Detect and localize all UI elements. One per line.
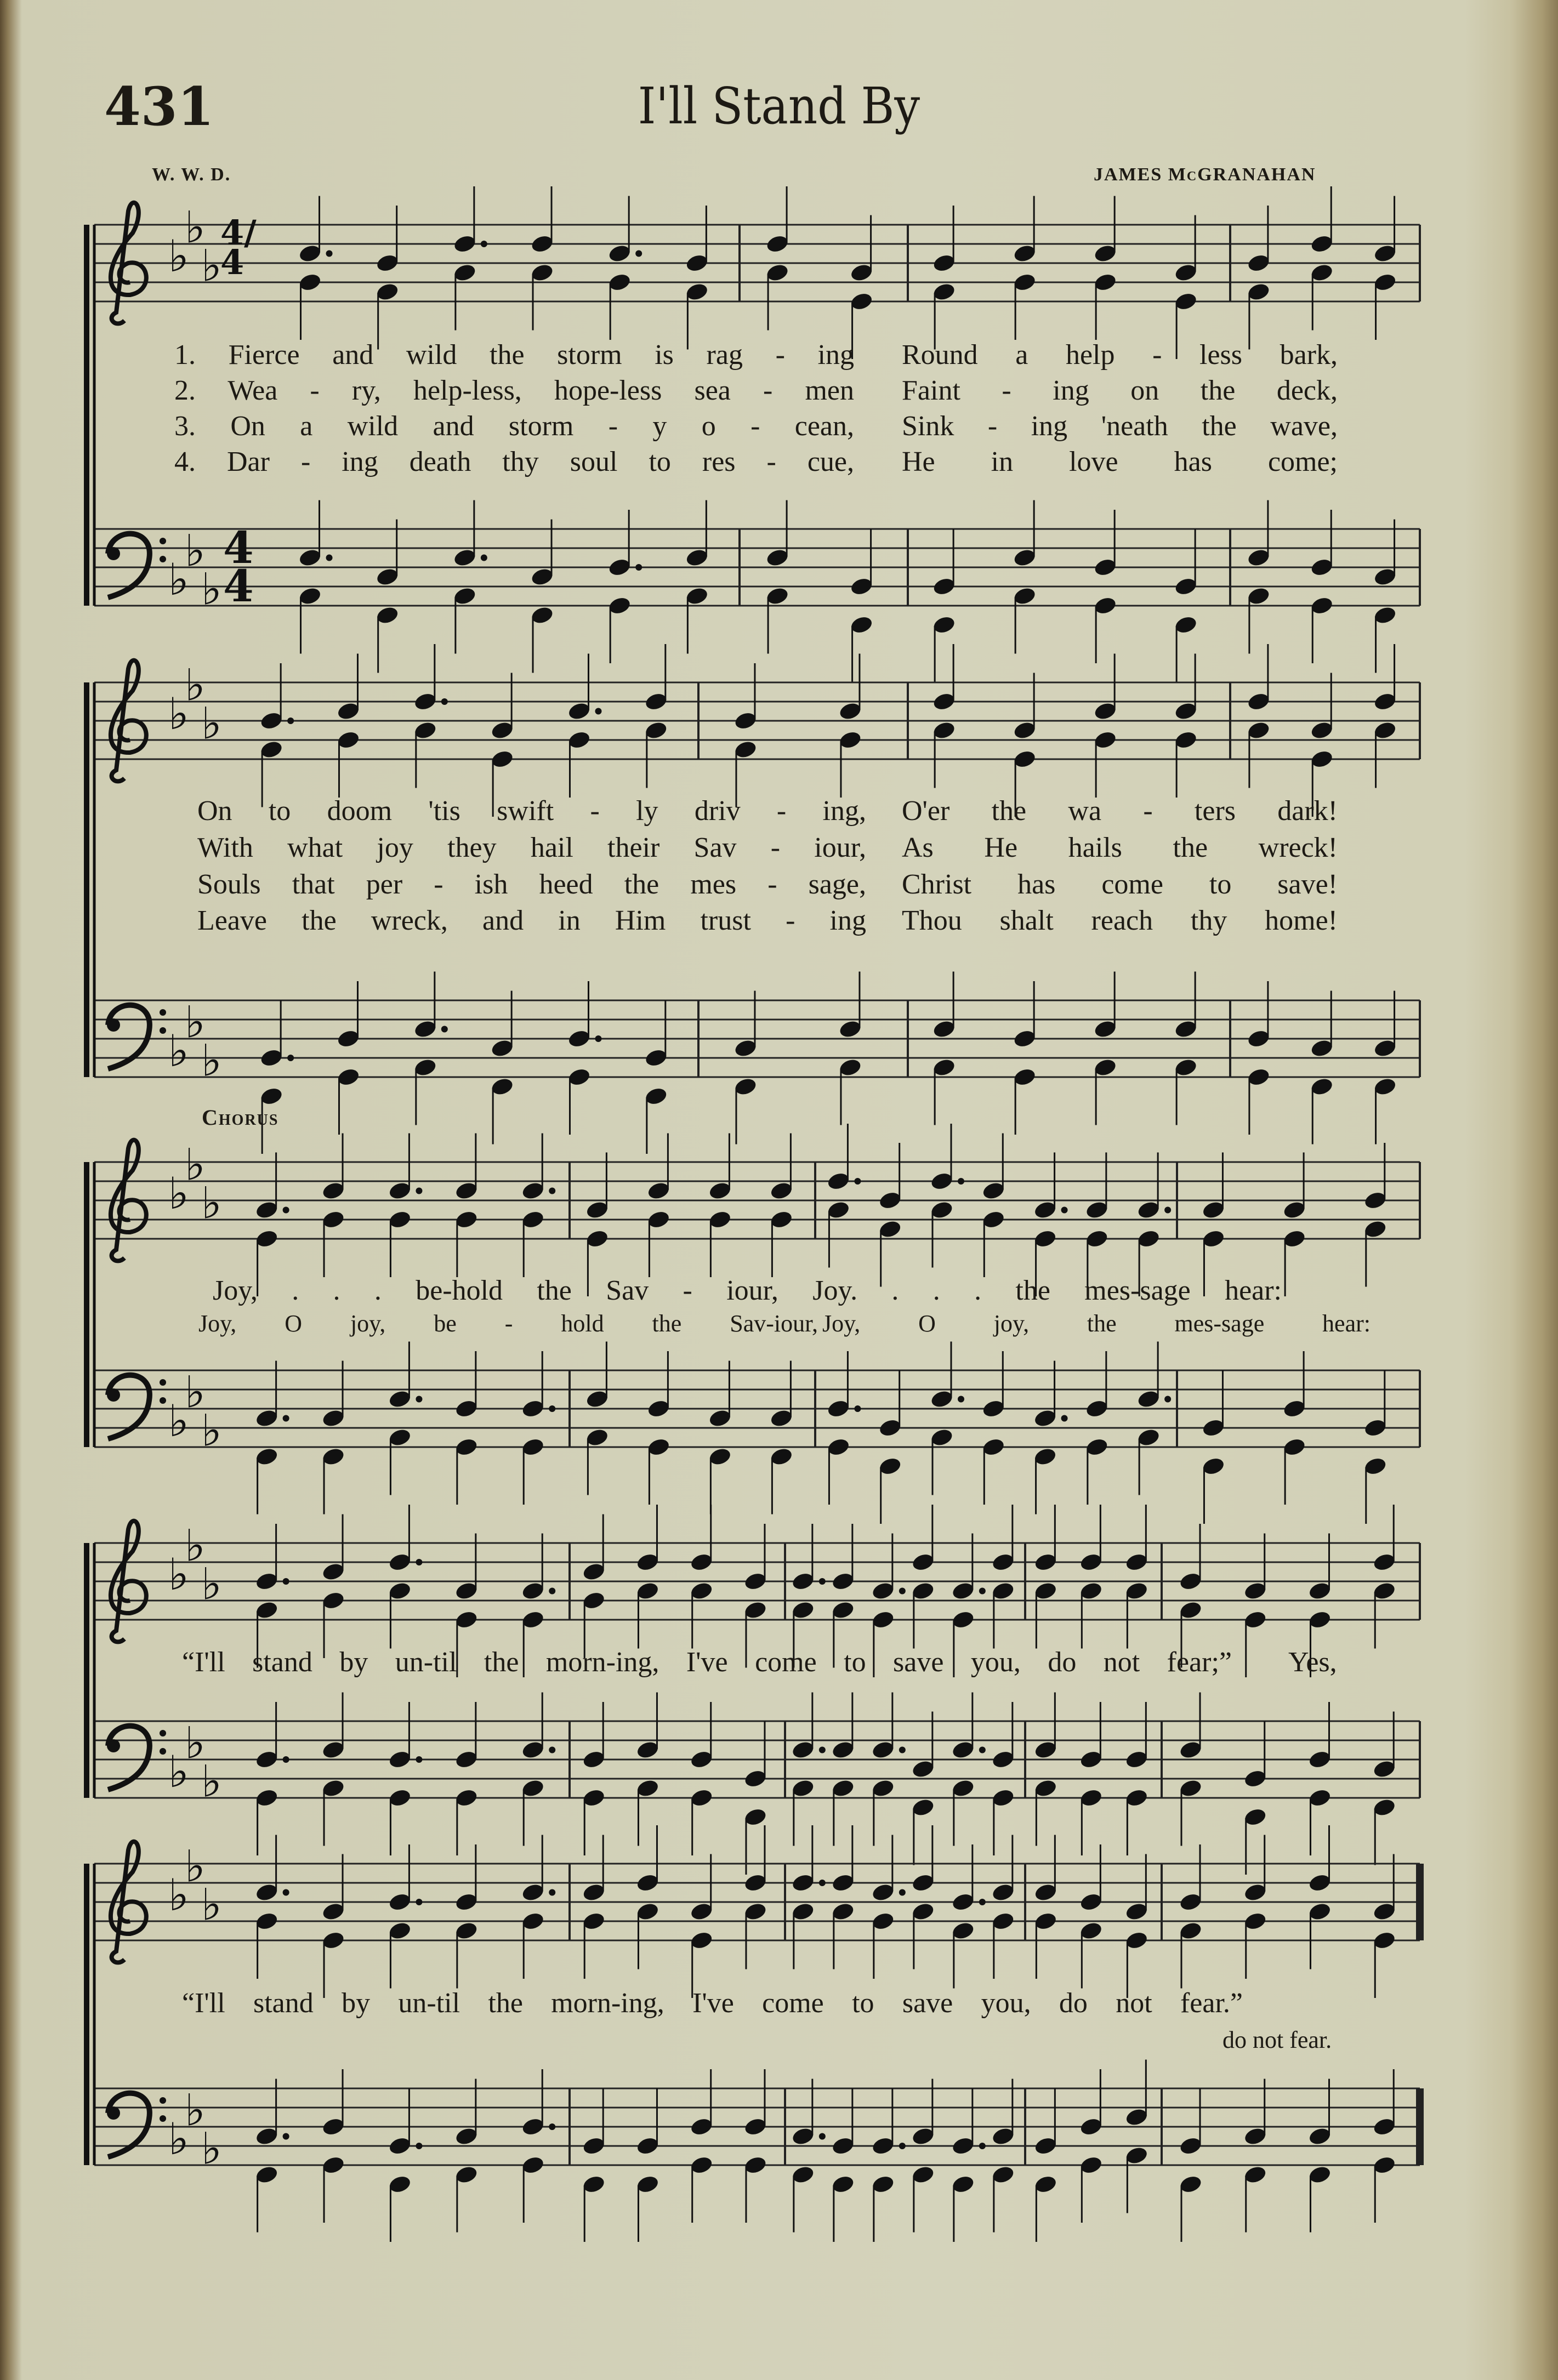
dot — [979, 2143, 986, 2149]
flat-icon: ♭ — [185, 1841, 206, 1892]
hymn-number: 431 — [104, 76, 214, 138]
bass-clef-dot — [107, 1018, 120, 1032]
bass-clef-dot — [160, 1730, 166, 1736]
dot — [979, 1899, 986, 1905]
flat-icon: ♭ — [185, 659, 206, 711]
dot — [549, 1188, 555, 1194]
dot — [979, 1747, 986, 1753]
dot — [1061, 1207, 1068, 1214]
dot — [441, 698, 448, 705]
flat-icon: ♭ — [201, 1558, 222, 1610]
flat-icon: ♭ — [201, 1756, 222, 1807]
refrain-lyric-line: “I'll stand by un-til the morn-ing, I've come to save you, do not fear.” — [182, 1988, 1243, 2019]
bass-clef-dot — [160, 1379, 166, 1386]
bass-clef-dot — [107, 1739, 120, 1752]
chorus-label: Chorus — [202, 1105, 279, 1130]
bass-clef-dot — [160, 2097, 166, 2104]
bass-clef-dot — [160, 556, 166, 562]
dot — [416, 1188, 422, 1194]
flat-icon: ♭ — [185, 997, 206, 1048]
refrain-yes: Yes, — [1288, 1647, 1337, 1678]
dot — [819, 1578, 826, 1585]
dot — [549, 1588, 555, 1595]
dot — [819, 1880, 826, 1886]
dot — [1164, 1207, 1171, 1214]
bass-clef-dot — [107, 2106, 120, 2120]
bass-clef-dot — [107, 547, 120, 560]
flat-icon: ♭ — [168, 1549, 189, 1600]
lyric-line: As He hails the wreck! — [902, 832, 1338, 863]
dot — [416, 1396, 422, 1403]
lyric-line: 3. On a wild and storm - y o - cean, — [174, 411, 854, 442]
dot — [481, 555, 487, 561]
lyric-line: On to doom 'tis swift - ly driv - ing, — [197, 795, 866, 827]
chorus-bass-lyric: Joy, O joy, be - hold the Sav-iour, — [198, 1310, 818, 1337]
bass-clef-icon — [108, 2093, 150, 2157]
flat-icon: ♭ — [185, 1717, 206, 1769]
lyric-line: 2. Wea - ry, help-less, hope-less sea - men — [174, 375, 854, 406]
dot — [899, 1889, 906, 1896]
dot — [635, 564, 642, 571]
dot — [1061, 1415, 1068, 1422]
flat-icon: ♭ — [168, 1168, 189, 1219]
music-credit: JAMES McGRANAHAN — [1094, 164, 1316, 185]
dot — [979, 1588, 986, 1595]
words-credit: W. W. D. — [152, 164, 231, 185]
bass-clef-icon — [108, 1375, 150, 1439]
lyric-line: Christ has come to save! — [902, 869, 1338, 900]
flat-icon: ♭ — [201, 1879, 222, 1931]
flat-icon: ♭ — [185, 2085, 206, 2136]
dot — [287, 718, 294, 724]
bass-clef-dot — [107, 1388, 120, 1402]
flat-icon: ♭ — [185, 1366, 206, 1418]
flat-icon: ♭ — [201, 698, 222, 749]
dot — [635, 250, 642, 257]
flat-icon: ♭ — [168, 1396, 189, 1447]
dot — [899, 2143, 906, 2149]
dot — [854, 1405, 861, 1412]
dot — [958, 1178, 964, 1185]
refrain-echo: do not fear. — [1222, 2026, 1332, 2053]
flat-icon: ♭ — [201, 1405, 222, 1456]
lyric-line: Thou shalt reach thy home! — [902, 905, 1338, 936]
dot — [549, 2123, 555, 2130]
dot — [283, 1578, 289, 1585]
bass-clef-dot — [160, 1397, 166, 1404]
flat-icon: ♭ — [185, 1520, 206, 1572]
dot — [595, 708, 601, 715]
dot — [441, 1026, 448, 1033]
flat-icon: ♭ — [201, 1035, 222, 1086]
dot — [1164, 1396, 1171, 1403]
dot — [481, 241, 487, 247]
flat-icon: ♭ — [185, 525, 206, 577]
lyric-line: Faint - ing on the deck, — [902, 375, 1338, 406]
time-signature: 4/4 — [220, 213, 257, 282]
flat-icon: ♭ — [168, 1746, 189, 1797]
lyric-line: He in love has come; — [902, 446, 1338, 477]
dot — [283, 1207, 289, 1214]
dot — [416, 1559, 422, 1565]
dot — [819, 2133, 826, 2140]
flat-icon: ♭ — [168, 1870, 189, 1921]
lyric-line: With what joy they hail their Sav - iour, — [197, 832, 866, 863]
flat-icon: ♭ — [201, 2123, 222, 2174]
dot — [416, 1899, 422, 1905]
flat-icon: ♭ — [185, 202, 206, 253]
dot — [287, 1055, 294, 1061]
flat-icon: ♭ — [185, 1139, 206, 1191]
dot — [416, 1756, 422, 1763]
lyric-line: Leave the wreck, and in Him trust - ing — [197, 905, 866, 936]
lyric-line: 1. Fierce and wild the storm is rag - ing — [174, 339, 854, 371]
dot — [549, 1889, 555, 1896]
dot — [283, 1415, 289, 1422]
bass-clef-dot — [160, 1748, 166, 1755]
chorus-lyric-line: Joy, . . . be-hold the Sav - iour, Joy. . . . the mes-sage hear: — [213, 1275, 1282, 1306]
dot — [283, 1889, 289, 1896]
dot — [854, 1178, 861, 1185]
dot — [283, 1756, 289, 1763]
bass-clef-icon — [108, 534, 150, 597]
flat-icon: ♭ — [168, 1026, 189, 1077]
dot — [326, 250, 333, 257]
dot — [326, 555, 333, 561]
lyric-line: Round a help - less bark, — [902, 339, 1338, 371]
dot — [416, 2143, 422, 2149]
bass-clef-dot — [160, 1027, 166, 1034]
dot — [899, 1747, 906, 1753]
bass-clef-dot — [160, 1009, 166, 1016]
flat-icon: ♭ — [168, 231, 189, 282]
lyric-line: O'er the wa - ters dark! — [902, 795, 1338, 827]
bass-clef-icon — [108, 1726, 150, 1790]
dot — [958, 1396, 964, 1403]
dot — [549, 1405, 555, 1412]
flat-icon: ♭ — [201, 240, 222, 292]
dot — [899, 1588, 906, 1595]
lyric-line: Souls that per - ish heed the mes - sage, — [197, 869, 866, 900]
flat-icon: ♭ — [201, 563, 222, 615]
time-signature-bass: 4 — [223, 522, 254, 573]
time-signature-bass: 4 — [223, 560, 254, 612]
flat-icon: ♭ — [168, 554, 189, 605]
flat-icon: ♭ — [201, 1177, 222, 1229]
bass-clef-dot — [160, 538, 166, 544]
dot — [819, 1747, 826, 1753]
lyric-line: 4. Dar - ing death thy soul to res - cue, — [174, 446, 854, 477]
page-title: I'll Stand By — [638, 77, 920, 135]
bass-clef-dot — [160, 2115, 166, 2122]
dot — [549, 1747, 555, 1753]
flat-icon: ♭ — [168, 2114, 189, 2165]
lyric-line: Sink - ing 'neath the wave, — [902, 411, 1338, 442]
chorus-bass-lyric: Joy, O joy, the mes-sage hear: — [822, 1310, 1371, 1337]
dot — [283, 2133, 289, 2140]
flat-icon: ♭ — [168, 688, 189, 739]
refrain-lyric-line: “I'll stand by un-til the morn-ing, I've come to save you, do not fear;” — [182, 1647, 1232, 1678]
dot — [595, 1035, 601, 1042]
bass-clef-icon — [108, 1005, 150, 1069]
